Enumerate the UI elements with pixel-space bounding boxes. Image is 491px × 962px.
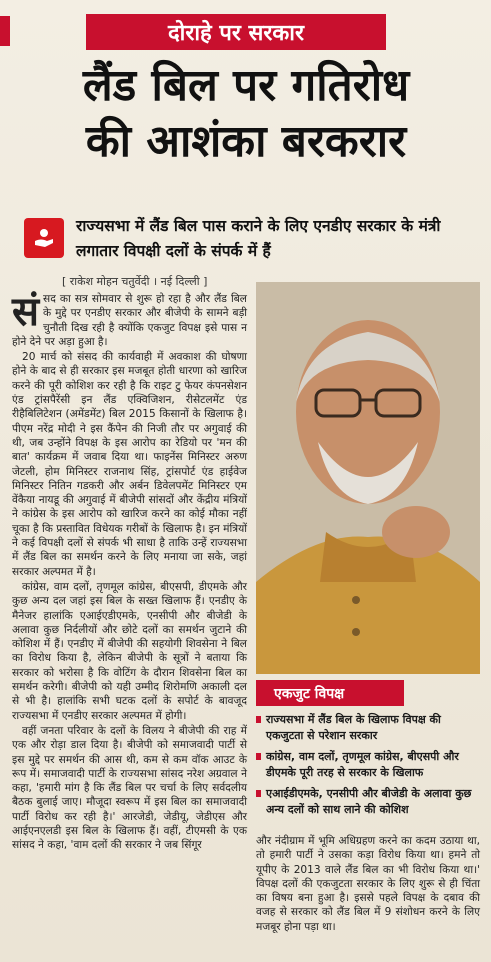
portrait-illustration: [256, 282, 480, 674]
article-body-left: [12, 289, 247, 854]
paragraph-3: कांग्रेस, वाम दलों, तृणमूल कांग्रेस, बीएसपी, डीएमके और कुछ अन्य दल जहां इस बिल के सख्त खिलाफ हैं। एनडीए के मैनेजर हालांकि एआईएडीएमके, एनसीपी और बीजेडी के अलावा कुछ निर्दलीयों और छोटे दलों का समर्थन जुटाने की कोशिश में हैं। एनडीए में बीजेपी की सहयोगी शिवसेना ने बिल का विरोध किया है, लेकिन बीजेपी के सूत्रों ने बताया कि सरकार को भरोसा है कि वोटिंग के दौरान शिवसेना बिल का समर्थन करेगी। बीजेपी को यही उम्मीद शिरोमणि अकाली दल से भी है। हालांकि सभी घटक दलों के सपोर्ट के बावजूद राज्यसभा में एनडीए सरकार अल्पमत में होगी।: [12, 580, 247, 722]
headline-line-2: की आशंका बरकरार: [85, 116, 407, 167]
article-body-right: [256, 834, 480, 934]
headline: [6, 58, 486, 170]
paragraph-4: वहीं जनता परिवार के दलों के विलय ने बीजेपी की राह में एक और रोड़ा डाल दिया है। बीजेपी को समाजवादी पार्टी से इस मुद्दे पर समर्थन की आस थी, कम से कम वॉक आउट के रूप में। समाजवादी पार्टी के राज्यसभा सांसद नरेश अग्रवाल ने कहा, 'हमारी मांग है कि लैंड बिल पर चर्चा के लिए सर्वदलीय बैठक बुलाई जाए। मौजूदा स्वरूप में इस बिल का समाजवादी पार्टी विरोध कर रही है।' आरजेडी, जेडीयू, जेडीएस और आईएनएलडी इस बिल के खिलाफ हैं। वहीं, टीएमसी के एक सांसद ने कहा, 'वाम दलों की सरकार ने जब सिंगूर: [12, 724, 247, 852]
sidebar-box: [256, 680, 480, 830]
byline: [ राकेश मोहन चतुर्वेदी । नई दिल्ली ]: [62, 275, 208, 288]
sidebar-list: [256, 712, 480, 823]
paragraph-1-text: सद का सत्र सोमवार से शुरू हो रहा है और लैंड बिल के मुद्दे पर एनडीए सरकार और बीजेपी के सामने बड़ी चुनौती दिख रही है क्योंकि एकजुट विपक्ष इसे पास न होने देने पर अड़ा हुआ है।: [12, 293, 247, 348]
sidebar-item: राज्यसभा में लैंड बिल के खिलाफ विपक्ष की एकजुटता से परेशान सरकार: [256, 712, 480, 743]
politician-photo: [256, 282, 480, 674]
section-kicker: दोराहे पर सरकार: [86, 14, 386, 50]
hand-logo-icon: [24, 218, 64, 258]
drop-cap: सं: [12, 289, 40, 335]
paragraph-2: 20 मार्च को संसद की कार्यवाही में अवकाश की घोषणा होने के बाद से ही सरकार इस मजबूत होती धारणा को खारिज करने की पूरी कोशिश कर रही है कि राइट टु फेयर कंपनसेशन एंड ट्रांसपैरेंसी इन लैंड एक्विजिशन, रीसेटलमेंट एंड रीहैबिलिटेशन (अमेंडमेंट) बिल 2015 किसानों के खिलाफ है। पीएम नरेंद्र मोदी ने इस कैंपेन की निजी तौर पर अगुवाई की थी, जब उन्होंने विपक्ष के इस आरोप का रेडियो पर 'मन की बात' कार्यक्रम में जवाब दिया था। फाइनेंस मिनिस्टर अरुण जेटली, होम मिनिस्टर राजनाथ सिंह, ट्रांसपोर्ट एंड हाईवेज मिनिस्टर नितिन गडकरी और अर्बन डिवेलपमेंट मिनिस्टर एम वेंकैया नायडू की अगुवाई में बीजेपी सांसदों और केंद्रीय मंत्रियों ने कांग्रेस के इस आरोप को खारिज करने का कोई मौका नहीं चूका है कि प्रस्तावित विधेयक गरीबों के खिलाफ है। इन मंत्रियों ने कई विपक्षी दलों से संपर्क भी साधा है ताकि उन्हें राज्यसभा में लैंड बिल का समर्थन करने के लिए मनाया जा सके, जहां सरकार अल्पमत में है।: [12, 351, 247, 578]
sidebar-item: एआईडीएमके, एनसीपी और बीजेडी के अलावा कुछ अन्य दलों को साथ लाने की कोशिश: [256, 786, 480, 817]
headline-line-1: लैंड बिल पर गतिरोध: [82, 60, 410, 111]
paragraph-right: और नंदीग्राम में भूमि अधिग्रहण करने का कदम उठाया था, तो हमारी पार्टी ने उसका कड़ा विरोध किया था। हमने तो यूपीए के 2013 वाले लैंड बिल का भी विरोध किया था।' विपक्ष दलों की एकजुटता सरकार के लिए शुरू से ही चिंता का विषय बना हुआ है। इससे पहले विपक्ष के दबाव की वजह से सरकार को लैंड बिल में 9 संशोधन करने के लिए मजबूर होना पड़ा था।: [256, 835, 480, 933]
red-edge-strip: [0, 16, 10, 46]
paragraph-1: [12, 289, 247, 349]
sidebar-title: एकजुट विपक्ष: [256, 680, 404, 706]
sidebar-item: कांग्रेस, वाम दलों, तृणमूल कांग्रेस, बीएसपी और डीएमके पूरी तरह से सरकार के खिलाफ: [256, 749, 480, 780]
deck-text: राज्यसभा में लैंड बिल पास कराने के लिए एनडीए सरकार के मंत्री लगातार विपक्षी दलों के संपर्क में हैं: [76, 217, 441, 260]
